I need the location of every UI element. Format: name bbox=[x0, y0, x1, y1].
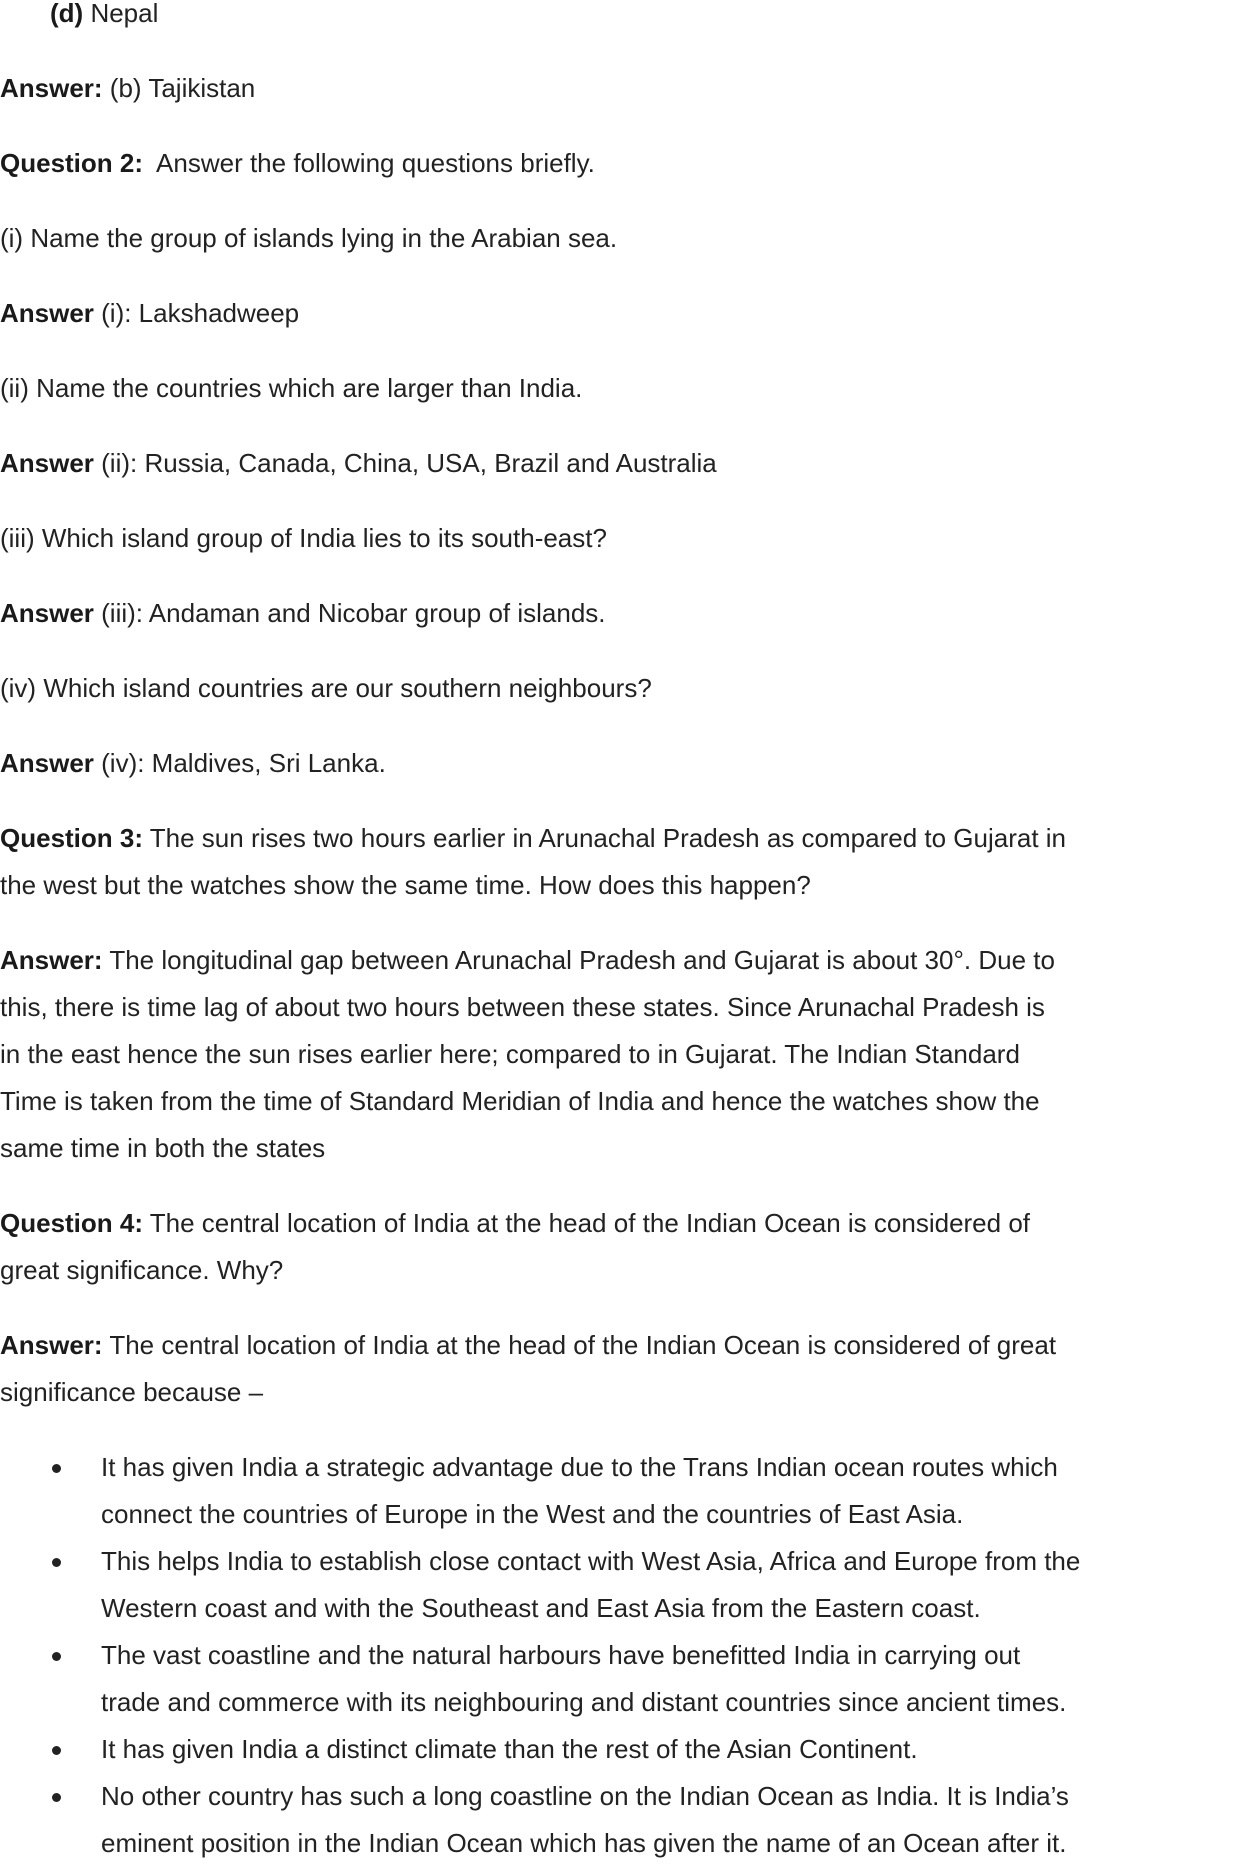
bullet-item bbox=[0, 1538, 1249, 1632]
sub-answer bbox=[0, 740, 1249, 787]
question-label: Question 2: bbox=[0, 148, 144, 178]
bullet-dot-icon bbox=[52, 1652, 61, 1661]
text-line: trade and commerce with its neighbouring and distant countries since ancient times. bbox=[101, 1687, 1067, 1717]
option-d bbox=[0, 0, 1249, 37]
line-text: in the east hence the sun rises earlier here; compared to in Gujarat. The Indian Standard bbox=[0, 1039, 1020, 1069]
text-line bbox=[0, 1247, 1249, 1294]
bullet-item bbox=[0, 1726, 1249, 1773]
text-line bbox=[0, 1031, 1249, 1078]
sub-question: (iii) Which island group of India lies to its south-east? bbox=[0, 523, 607, 553]
question-text: Answer the following questions briefly. bbox=[143, 148, 595, 178]
question-4 bbox=[0, 1200, 1249, 1294]
text-line: Western coast and with the Southeast and East Asia from the Eastern coast. bbox=[101, 1593, 981, 1623]
sub-answer bbox=[0, 590, 1249, 637]
text-line bbox=[0, 1200, 1249, 1247]
text-line bbox=[0, 984, 1249, 1031]
text-line bbox=[0, 1369, 1249, 1416]
answer-label: Answer bbox=[0, 298, 94, 328]
bullet-list bbox=[0, 1444, 1249, 1867]
sub-question: (ii) Name the countries which are larger than India. bbox=[0, 373, 583, 403]
answer-label: Answer: bbox=[0, 1330, 103, 1360]
q1-answer bbox=[0, 65, 1249, 112]
text-line bbox=[0, 1125, 1249, 1172]
bullet-item bbox=[0, 1444, 1249, 1538]
line-text: Time is taken from the time of Standard Meridian of India and hence the watches show the bbox=[0, 1086, 1040, 1116]
text-line bbox=[0, 1078, 1249, 1125]
option-text: Nepal bbox=[90, 0, 159, 28]
bullet-dot-icon bbox=[52, 1793, 61, 1802]
bullet-dot-icon bbox=[52, 1558, 61, 1567]
line-text: The central location of India at the head of the Indian Ocean is considered of great bbox=[102, 1330, 1057, 1360]
question-4-answer bbox=[0, 1322, 1249, 1416]
line-text: The central location of India at the head of the Indian Ocean is considered of bbox=[143, 1208, 1031, 1238]
text-line: No other country has such a long coastline on the Indian Ocean as India. It is India’s bbox=[101, 1781, 1069, 1811]
line-text: significance because – bbox=[0, 1377, 264, 1407]
text-line: It has given India a distinct climate than the rest of the Asian Continent. bbox=[101, 1734, 918, 1764]
text-line: eminent position in the Indian Ocean which has given the name of an Ocean after it. bbox=[101, 1828, 1067, 1858]
answer-text: (i): Lakshadweep bbox=[93, 298, 300, 328]
q2-parts bbox=[0, 215, 1249, 787]
answer-label: Answer bbox=[0, 748, 94, 778]
question-label: Question 4: bbox=[0, 1208, 144, 1238]
answer-label: Answer: bbox=[0, 73, 103, 103]
answer-label: Answer bbox=[0, 448, 94, 478]
text-line bbox=[0, 937, 1249, 984]
bullet-item bbox=[0, 1632, 1249, 1726]
sub-question: (i) Name the group of islands lying in the Arabian sea. bbox=[0, 223, 618, 253]
answer-label: Answer: bbox=[0, 945, 103, 975]
text-line: It has given India a strategic advantage due to the Trans Indian ocean routes which bbox=[101, 1452, 1058, 1482]
answer-label: Answer bbox=[0, 598, 94, 628]
line-text: The longitudinal gap between Arunachal Pradesh and Gujarat is about 30°. Due to bbox=[102, 945, 1055, 975]
text-line: The vast coastline and the natural harbours have benefitted India in carrying out bbox=[101, 1640, 1021, 1670]
sub-answer bbox=[0, 440, 1249, 487]
question-label: Question 3: bbox=[0, 823, 144, 853]
answer-text: (ii): Russia, Canada, China, USA, Brazil and Australia bbox=[93, 448, 717, 478]
text-line bbox=[0, 815, 1249, 862]
bullet-dot-icon bbox=[52, 1746, 61, 1755]
question-3-answer bbox=[0, 937, 1249, 1172]
line-text: The sun rises two hours earlier in Arunachal Pradesh as compared to Gujarat in bbox=[143, 823, 1067, 853]
sub-question: (iv) Which island countries are our southern neighbours? bbox=[0, 673, 652, 703]
bullet-item bbox=[0, 1773, 1249, 1867]
answer-text: (iv): Maldives, Sri Lanka. bbox=[93, 748, 386, 778]
line-text: great significance. Why? bbox=[0, 1255, 284, 1285]
answer-text: (iii): Andaman and Nicobar group of islands. bbox=[93, 598, 606, 628]
line-text: this, there is time lag of about two hours between these states. Since Arunachal Pradesh is bbox=[0, 992, 1045, 1022]
line-text: same time in both the states bbox=[0, 1133, 326, 1163]
text-line bbox=[0, 862, 1249, 909]
line-text: the west but the watches show the same time. How does this happen? bbox=[0, 870, 811, 900]
sub-answer bbox=[0, 290, 1249, 337]
bullet-dot-icon bbox=[52, 1464, 61, 1473]
text-line: connect the countries of Europe in the West and the countries of East Asia. bbox=[101, 1499, 964, 1529]
answer-text: (b) Tajikistan bbox=[102, 73, 256, 103]
text-line bbox=[0, 1322, 1249, 1369]
question-3 bbox=[0, 815, 1249, 909]
question-2 bbox=[0, 140, 1249, 187]
option-label: (d) bbox=[50, 0, 84, 28]
text-line: This helps India to establish close contact with West Asia, Africa and Europe from the bbox=[101, 1546, 1081, 1576]
